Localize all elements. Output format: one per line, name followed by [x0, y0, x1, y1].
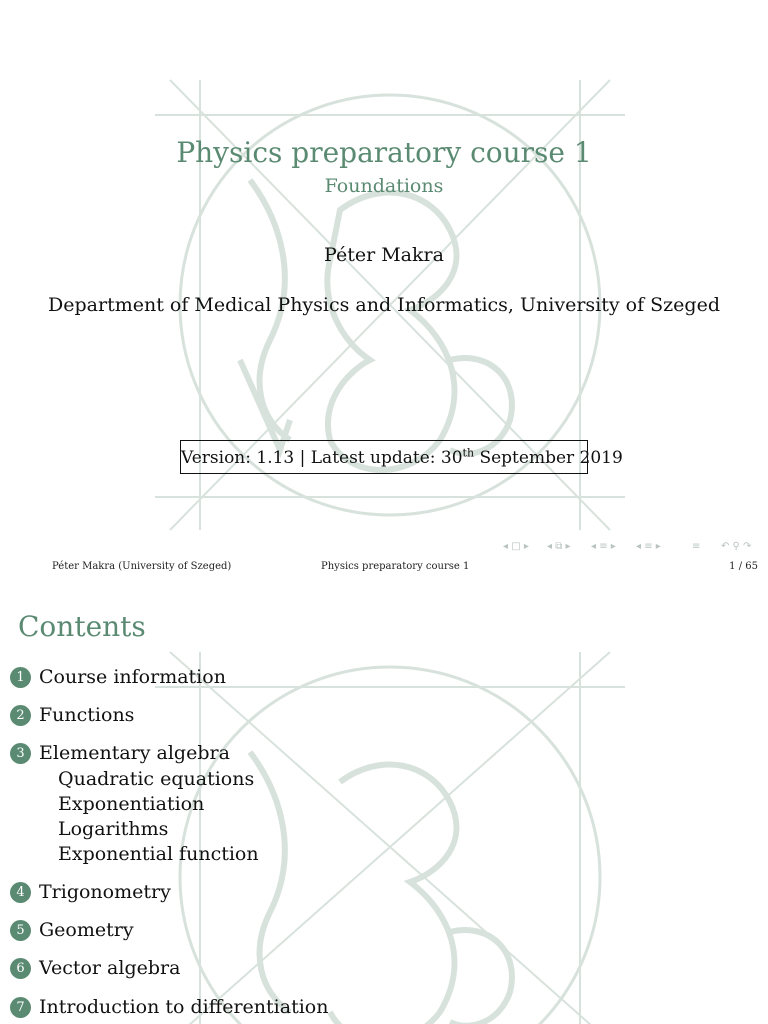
author-name: Péter Makra: [324, 244, 444, 266]
toc-number-badge: 2: [10, 705, 31, 726]
toc-subitem-exponentiation[interactable]: Exponentiation: [58, 793, 205, 815]
toc-item-label: Course information: [39, 666, 226, 688]
version-superscript: th: [462, 446, 475, 460]
toc-number-badge: 7: [10, 997, 31, 1018]
author-institute: Department of Medical Physics and Informatics, University of Szeged: [48, 294, 720, 316]
watermark-emblem-icon: [150, 642, 630, 1024]
toc-number-badge: 3: [10, 743, 31, 764]
toc-number-badge: 5: [10, 920, 31, 941]
nav-section-next-icon[interactable]: ◂ ≡ ▸: [636, 541, 661, 552]
toc-item-introduction-to-differentiation[interactable]: [10, 994, 328, 1020]
toc-item-label: Trigonometry: [39, 881, 171, 903]
nav-frame-icon[interactable]: ◂ □ ▸: [503, 541, 529, 552]
footer-title: Physics preparatory course 1: [321, 561, 470, 572]
nav-search-icon[interactable]: ↶ ⚲ ↷: [721, 541, 752, 552]
contents-slide: [0, 592, 768, 1024]
toc-number-badge: 4: [10, 882, 31, 903]
presentation-title: Physics preparatory course 1: [176, 136, 592, 169]
toc-subitem-logarithms[interactable]: Logarithms: [58, 818, 169, 840]
toc-item-label: Introduction to differentiation: [39, 996, 329, 1018]
nav-subsection-icon[interactable]: ◂ ⧉ ▸: [547, 541, 571, 552]
toc-item-label: Geometry: [39, 919, 134, 941]
presentation-subtitle: Foundations: [324, 175, 444, 197]
version-box: [180, 440, 623, 474]
toc-item-course-information[interactable]: [10, 664, 226, 690]
toc-item-label: Functions: [39, 704, 135, 726]
toc-subitem-quadratic-equations[interactable]: Quadratic equations: [58, 768, 255, 790]
version-text: Version: 1.13 | Latest update: 30: [181, 448, 463, 468]
version-date: September 2019: [474, 448, 623, 468]
toc-item-vector-algebra[interactable]: [10, 955, 180, 981]
contents-heading: Contents: [18, 610, 146, 643]
footer-author: Péter Makra (University of Szeged): [52, 561, 232, 572]
toc-item-elementary-algebra[interactable]: [10, 740, 230, 766]
toc-item-label: Elementary algebra: [39, 742, 230, 764]
toc-item-trigonometry[interactable]: [10, 879, 171, 905]
toc-item-functions[interactable]: [10, 702, 134, 728]
nav-toc-icon[interactable]: ≡: [692, 541, 701, 552]
toc-item-geometry[interactable]: [10, 917, 134, 943]
nav-section-icon[interactable]: ◂ ≡ ▸: [591, 541, 616, 552]
toc-item-label: Vector algebra: [39, 957, 181, 979]
toc-number-badge: 6: [10, 958, 31, 979]
toc-subitem-exponential-function[interactable]: Exponential function: [58, 843, 259, 865]
footer-page-number: 1 / 65: [729, 561, 758, 572]
toc-number-badge: 1: [10, 667, 31, 688]
